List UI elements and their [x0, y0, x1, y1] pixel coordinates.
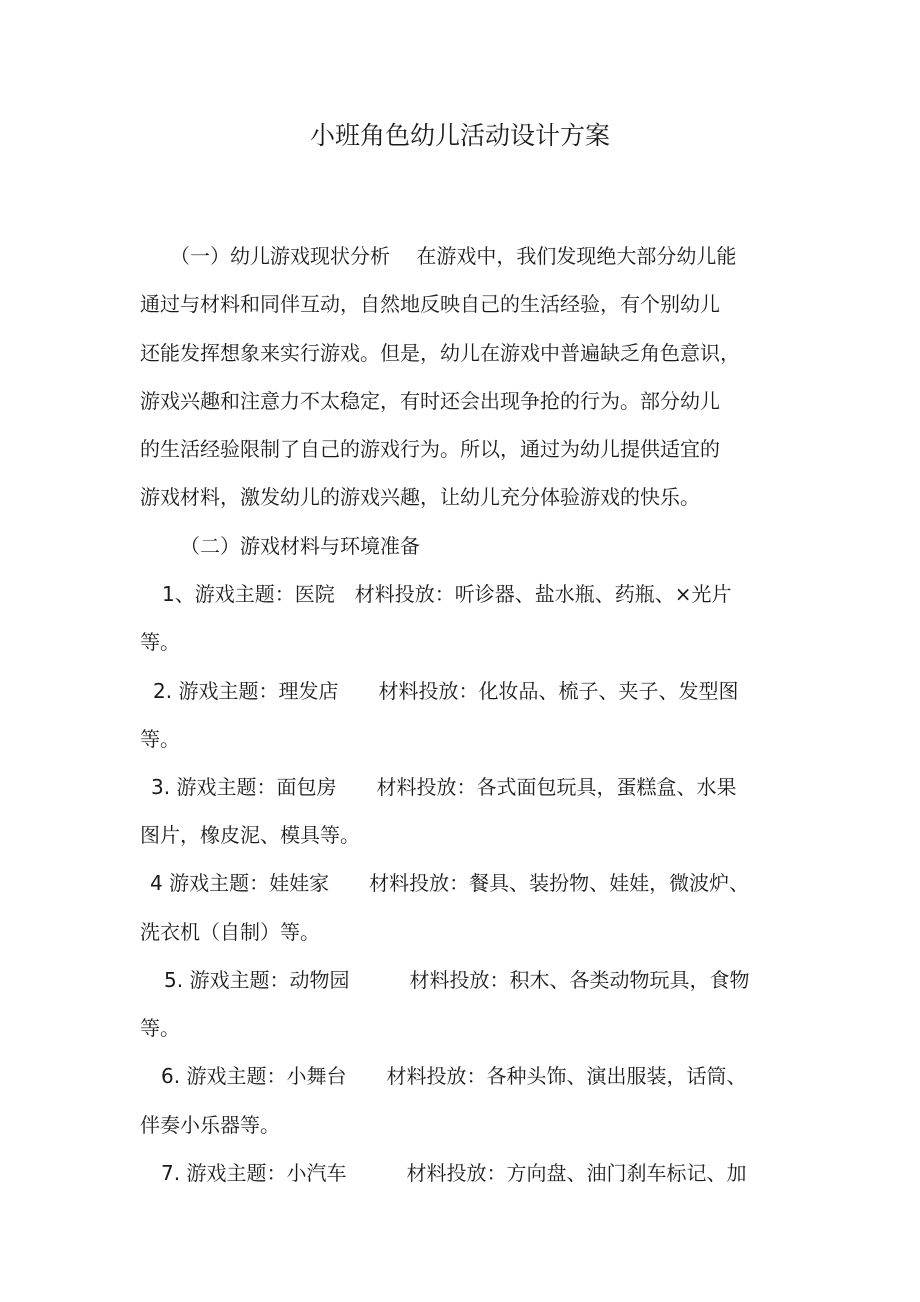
document-title: 小班角色幼儿活动设计方案	[309, 121, 610, 150]
paragraph-line: （一）幼儿游戏现状分析 在游戏中，我们发现绝大部分幼儿能	[170, 244, 737, 268]
list-item-line: 2. 游戏主题：理发店 材料投放：化妆品、梳子、夹子、发型图	[153, 679, 739, 703]
paragraph-line: 游戏兴趣和注意力不太稳定，有时还会出现争抢的行为。部分幼儿	[140, 389, 720, 413]
list-item-line: 4 游戏主题：娃娃家 材料投放：餐具、装扮物、娃娃，微波炉、	[150, 871, 750, 895]
list-item-line: 洗衣机（自制）等。	[140, 920, 320, 944]
paragraph-line: 通过与材料和同伴互动，自然地反映自己的生活经验，有个别幼儿	[140, 292, 720, 316]
paragraph-line: 的生活经验限制了自己的游戏行为。所以，通过为幼儿提供适宜的	[140, 437, 720, 461]
list-item-line: 6. 游戏主题：小舞台 材料投放：各种头饰、演出服装，话筒、	[161, 1064, 747, 1088]
list-item-line: 等。	[140, 1016, 180, 1040]
section-heading: （二）游戏材料与环境准备	[180, 534, 420, 558]
list-item-line: 等。	[140, 630, 180, 654]
paragraph-line: 游戏材料，激发幼儿的游戏兴趣，让幼儿充分体验游戏的快乐。	[140, 485, 700, 509]
list-item-line: 5. 游戏主题：动物园 材料投放：积木、各类动物玩具，食物	[164, 968, 750, 992]
list-item-line: 3. 游戏主题：面包房 材料投放：各式面包玩具，蛋糕盒、水果	[151, 775, 737, 799]
list-item-line: 等。	[140, 727, 180, 751]
list-item-line: 图片，橡皮泥、模具等。	[140, 823, 360, 847]
list-item-line: 伴奏小乐器等。	[140, 1113, 280, 1137]
list-item-line: 1、游戏主题：医院 材料投放：听诊器、盐水瓶、药瓶、×光片	[162, 582, 732, 606]
paragraph-line: 还能发挥想象来实行游戏。但是，幼儿在游戏中普遍缺乏角色意识，	[140, 341, 740, 365]
list-item-line: 7. 游戏主题：小汽车 材料投放：方向盘、油门刹车标记、加	[161, 1161, 747, 1185]
